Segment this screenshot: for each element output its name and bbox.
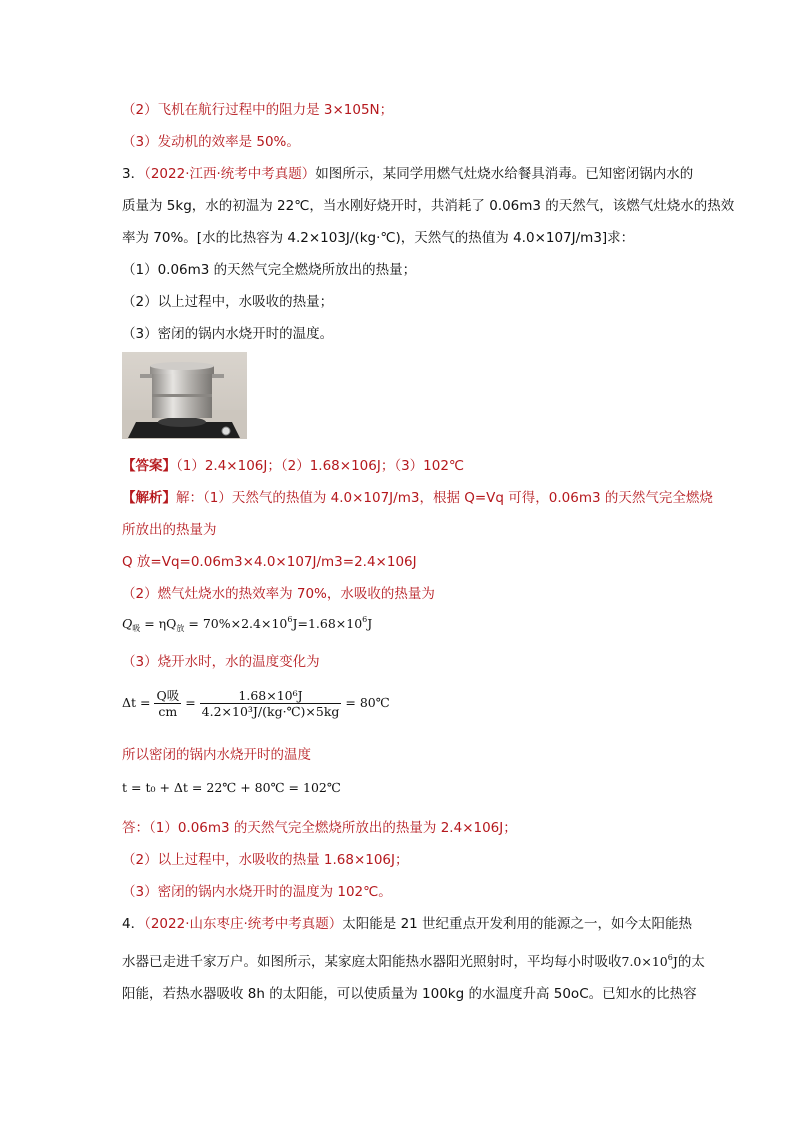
question-source: （2022·江西·统考中考真题） (144, 166, 316, 182)
formula-heat-absorbed: $Q_吸 = \eta Q_放 = 70\%\times 2.4\times 10^6J=1.68\times 10^6J$ (122, 615, 373, 633)
question-number: 3． (122, 166, 145, 182)
question-3-line-2: 质量为 5kg，水的初温为 22℃，当水刚好烧开时，共消耗了 0.06m3 的天然气，该燃气灶烧水的热效 (122, 198, 735, 214)
prev-answer-line-3: （3）发动机的效率是 50%。 (122, 134, 300, 150)
analysis-line-4: （2）燃气灶烧水的热效率为 70%，水吸收的热量为 (122, 586, 435, 602)
question-3-line-3: 率为 70%。[水的比热容为 4.2×103J/(kg·℃)，天然气的热值为 4.0×107J/m3]求： (122, 230, 635, 246)
prev-answer-line-2: （2）飞机在航行过程中的阻力是 3×105N； (122, 102, 394, 118)
conclusion-line-2: （2）以上过程中，水吸收的热量 1.68×106J； (122, 852, 409, 868)
question-4-line-3: 阳能，若热水器吸收 8h 的太阳能，可以使质量为 100kg 的水温度升高 50oC。已知水的比热容 (122, 986, 697, 1002)
formula-final-temp: t = t₀ + Δt = 22℃ + 80℃ = 102℃ (122, 780, 341, 795)
fraction-numeric: $\frac{\text{1.68×10⁶J}}{\text{4.2×10³J/(kg·℃)×5kg}}$ (201, 688, 340, 719)
sub-question-1: （1）0.06m3 的天然气完全燃烧所放出的热量； (122, 262, 417, 278)
analysis-line-3: Q 放=Vq=0.06m3×4.0×107J/m3=2.4×106J (122, 554, 417, 570)
analysis-label: 【解析】 (122, 490, 176, 506)
question-source: （2022·山东枣庄·统考中考真题） (144, 916, 343, 932)
analysis-line-2: 所放出的热量为 (122, 522, 217, 538)
question-4-line-1 (122, 914, 692, 934)
answer-label: 【答案】 (122, 458, 176, 474)
question-3-line-1 (122, 164, 693, 184)
analysis-text: 解：（1）天然气的热值为 4.0×107J/m3，根据 Q=Vq 可得，0.06m3 的天然气完全燃烧 (176, 490, 713, 506)
sub-question-2: （2）以上过程中，水吸收的热量； (122, 294, 334, 310)
question-text: 太阳能是 21 世纪重点开发利用的能源之一，如今太阳能热 (342, 916, 693, 932)
fraction-q-over-cm: $\frac{\text{Q吸}}{cm}$ (156, 688, 180, 719)
conclusion-line-3: （3）密闭的锅内水烧开时的温度为 102℃。 (122, 884, 392, 900)
answer-text: （1）2.4×106J；（2）1.68×106J；（3）102℃ (176, 458, 465, 474)
analysis-line-1 (122, 488, 713, 508)
conclusion-line-1: 答：（1）0.06m3 的天然气完全燃烧所放出的热量为 2.4×106J； (122, 820, 517, 836)
pot-on-gas-stove-photo (122, 352, 247, 439)
question-text: 如图所示，某同学用燃气灶烧水给餐具消毒。已知密闭锅内水的 (315, 166, 694, 182)
question-number: 4． (122, 916, 145, 932)
energy-value: $7.0\times 10^6J$ (621, 953, 678, 969)
question-4-line-2: 水器已走进千家万户。如图所示，某家庭太阳能热水器阳光照射时，平均每小时吸收$7.0\times 10^6J$的太 (122, 953, 705, 970)
sub-question-3: （3）密闭的锅内水烧开时的温度。 (122, 326, 334, 342)
analysis-line-5: （3）烧开水时，水的温度变化为 (122, 654, 320, 670)
answer-line (122, 456, 464, 476)
analysis-line-6: 所以密闭的锅内水烧开时的温度 (122, 747, 311, 763)
formula-temp-change: Δt = $\frac{\text{Q吸}}{cm}$ = $\frac{\text{1.68×10⁶J}}{\text{4.2×10³J/(kg·℃)×5kg}}$ = 80℃ (122, 688, 390, 719)
